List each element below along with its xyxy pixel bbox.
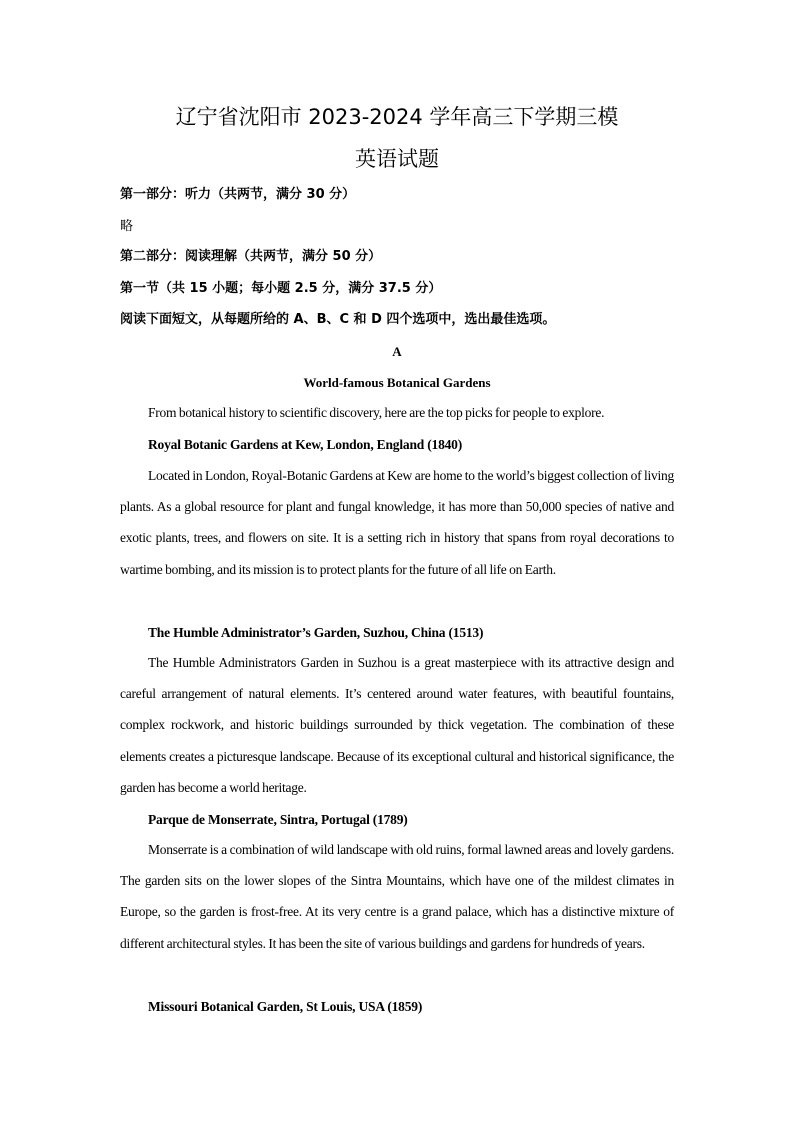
part-one-heading: 第一部分：听力（共两节，满分 30 分）: [120, 187, 356, 202]
garden-text-kew: Located in London, Royal-Botanic Gardens at Kew are home to the world’s biggest collection of living plants. As a global resource for plant and fungal knowledge, it has more than 50,000 species of native and exotic plants, trees, and flowers on site. It is a setting rich in history that spans from royal decorations to wartime bombing, and its mission is to protect plants for the future of all life on Earth.: [120, 468, 674, 577]
instruction-text: 阅读下面短文，从每题所给的 A、B、C 和 D 四个选项中，选出最佳选项。: [120, 312, 556, 327]
part-two-heading: 第二部分：阅读理解（共两节，满分 50 分）: [120, 249, 382, 264]
passage-title: World-famous Botanical Gardens: [303, 375, 491, 390]
garden-heading-kew: Royal Botanic Gardens at Kew, London, England (1840): [148, 437, 463, 452]
document-subtitle: 英语试题: [355, 147, 439, 171]
passage-intro: From botanical history to scientific discovery, here are the top picks for people to explore.: [148, 405, 605, 420]
garden-text-monserrate: Monserrate is a combination of wild landscape with old ruins, formal lawned areas and lovely gardens. The garden sits on the lower slopes of the Sintra Mountains, which have one of the mildest climates in Europe, so the garden is frost-free. At its very centre is a grand palace, which has a distinctive mixture of different architectural styles. It has been the site of various buildings and gardens for hundreds of years.: [120, 842, 674, 951]
omitted-note: 略: [120, 219, 134, 234]
passage-label: A: [392, 344, 402, 359]
garden-heading-monserrate: Parque de Monserrate, Sintra, Portugal (1789): [148, 812, 408, 827]
section-one-heading: 第一节（共 15 小题；每小题 2.5 分，满分 37.5 分）: [120, 281, 442, 296]
garden-heading-suzhou: The Humble Administrator’s Garden, Suzhou, China (1513): [148, 625, 484, 640]
garden-text-suzhou: The Humble Administrators Garden in Suzhou is a great masterpiece with its attractive design and careful arrangement of natural elements. It’s centered around water features, with beautiful fountains, complex rockwork, and historic buildings surrounded by thick vegetation. The combination of these elements creates a picturesque landscape. Because of its exceptional cultural and historical significance, the garden has become a world heritage.: [120, 655, 674, 795]
document-title: 辽宁省沈阳市 2023-2024 学年高三下学期三模: [175, 105, 619, 129]
garden-heading-missouri: Missouri Botanical Garden, St Louis, USA (1859): [148, 999, 423, 1014]
